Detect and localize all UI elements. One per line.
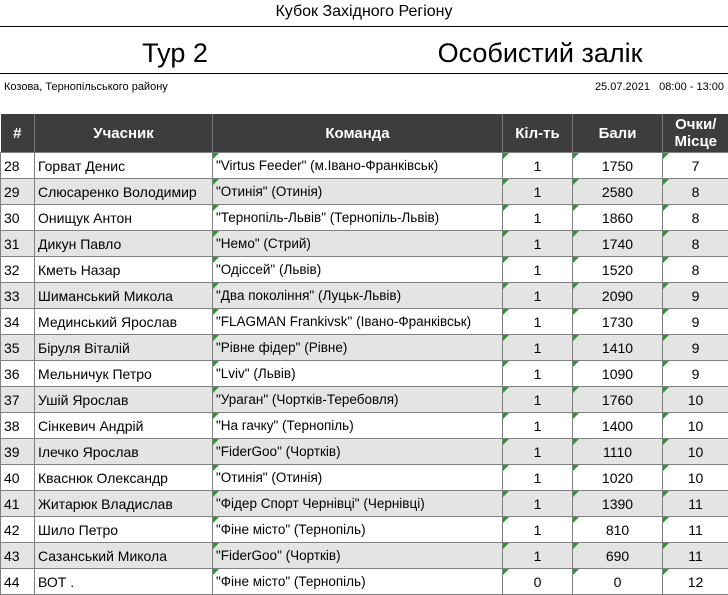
cell-number: 30 bbox=[1, 205, 35, 231]
cell-team: "Отинія" (Отинія) bbox=[213, 465, 503, 491]
cell-points: 810 bbox=[573, 517, 663, 543]
cell-participant: Ушій Ярослав bbox=[35, 387, 213, 413]
table-header-row bbox=[1, 114, 728, 153]
cell-participant: Горват Денис bbox=[35, 153, 213, 179]
cell-team: "Ураган" (Чортків-Теребовля) bbox=[213, 387, 503, 413]
location-text: Козова, Тернопільського району bbox=[4, 81, 168, 93]
cell-participant: Слюсаренко Володимир bbox=[35, 179, 213, 205]
cell-place: 10 bbox=[663, 413, 728, 439]
cell-participant: Кваснюк Олександр bbox=[35, 465, 213, 491]
cell-team: "FiderGoo" (Чортків) bbox=[213, 543, 503, 569]
cell-number: 35 bbox=[1, 335, 35, 361]
cell-team: "FiderGoo" (Чортків) bbox=[213, 439, 503, 465]
cell-place: 10 bbox=[663, 465, 728, 491]
cell-points: 2090 bbox=[573, 283, 663, 309]
cell-points: 1730 bbox=[573, 309, 663, 335]
table-row bbox=[1, 361, 728, 387]
cell-number: 36 bbox=[1, 361, 35, 387]
results-table bbox=[0, 114, 728, 595]
table-row bbox=[1, 205, 728, 231]
cell-quantity: 1 bbox=[503, 179, 573, 205]
table-row bbox=[1, 569, 728, 595]
cell-quantity: 1 bbox=[503, 257, 573, 283]
table-row bbox=[1, 335, 728, 361]
cell-quantity: 0 bbox=[503, 569, 573, 595]
cell-place: 7 bbox=[663, 153, 728, 179]
cell-number: 34 bbox=[1, 309, 35, 335]
table-row bbox=[1, 309, 728, 335]
cell-points: 1520 bbox=[573, 257, 663, 283]
cell-quantity: 1 bbox=[503, 283, 573, 309]
cell-points: 1410 bbox=[573, 335, 663, 361]
top-divider bbox=[0, 26, 728, 27]
cup-title: Кубок Західного Регіону bbox=[275, 3, 453, 20]
cell-quantity: 1 bbox=[503, 439, 573, 465]
cell-number: 44 bbox=[1, 569, 35, 595]
column-header-team: Команда bbox=[213, 114, 503, 153]
cell-team: "На гачку" (Тернопіль) bbox=[213, 413, 503, 439]
cell-participant: Мединський Ярослав bbox=[35, 309, 213, 335]
table-row bbox=[1, 257, 728, 283]
cell-place: 11 bbox=[663, 517, 728, 543]
cell-place: 9 bbox=[663, 361, 728, 387]
cell-team: "Фіне місто" (Тернопіль) bbox=[213, 517, 503, 543]
cell-participant: Біруля Віталій bbox=[35, 335, 213, 361]
column-header-place: Очки/ Місце bbox=[663, 114, 728, 153]
cell-number: 28 bbox=[1, 153, 35, 179]
cell-team: "Фіне місто" (Тернопіль) bbox=[213, 569, 503, 595]
cell-participant: Онищук Антон bbox=[35, 205, 213, 231]
cell-quantity: 1 bbox=[503, 387, 573, 413]
table-row bbox=[1, 543, 728, 569]
cell-team: "Lviv" (Львів) bbox=[213, 361, 503, 387]
cell-participant: Житарюк Владислав bbox=[35, 491, 213, 517]
cell-team: "Virtus Feeder" (м.Івано-Франківськ) bbox=[213, 153, 503, 179]
cell-participant: Мельничук Петро bbox=[35, 361, 213, 387]
cell-participant: Шило Петро bbox=[35, 517, 213, 543]
cell-quantity: 1 bbox=[503, 335, 573, 361]
cell-quantity: 1 bbox=[503, 491, 573, 517]
table-row bbox=[1, 231, 728, 257]
cell-team: "Фідер Спорт Чернівці" (Чернівці) bbox=[213, 491, 503, 517]
cell-participant: Кметь Назар bbox=[35, 257, 213, 283]
column-header-points: Бали bbox=[573, 114, 663, 153]
cell-points: 1760 bbox=[573, 387, 663, 413]
cell-team: "Рівне фідер" (Рівне) bbox=[213, 335, 503, 361]
cell-points: 2580 bbox=[573, 179, 663, 205]
table-row bbox=[1, 413, 728, 439]
table-row bbox=[1, 153, 728, 179]
cell-quantity: 1 bbox=[503, 309, 573, 335]
cell-participant: Сінкевич Андрій bbox=[35, 413, 213, 439]
cell-team: "Два покоління" (Луцьк-Львів) bbox=[213, 283, 503, 309]
cell-place: 8 bbox=[663, 257, 728, 283]
cell-place: 10 bbox=[663, 387, 728, 413]
cell-quantity: 1 bbox=[503, 361, 573, 387]
cell-place: 9 bbox=[663, 335, 728, 361]
cell-place: 9 bbox=[663, 283, 728, 309]
table-row bbox=[1, 283, 728, 309]
table-row bbox=[1, 387, 728, 413]
cell-quantity: 1 bbox=[503, 413, 573, 439]
cell-number: 38 bbox=[1, 413, 35, 439]
cell-points: 1110 bbox=[573, 439, 663, 465]
cell-participant: ВОТ . bbox=[35, 569, 213, 595]
cell-points: 1750 bbox=[573, 153, 663, 179]
cell-points: 1740 bbox=[573, 231, 663, 257]
date-time-text: 25.07.2021 08:00 - 13:00 bbox=[594, 81, 724, 93]
table-row bbox=[1, 179, 728, 205]
cell-place: 12 bbox=[663, 569, 728, 595]
cell-number: 39 bbox=[1, 439, 35, 465]
cell-number: 42 bbox=[1, 517, 35, 543]
cell-participant: Шиманський Микола bbox=[35, 283, 213, 309]
table-row bbox=[1, 439, 728, 465]
cell-quantity: 1 bbox=[503, 517, 573, 543]
cell-place: 11 bbox=[663, 543, 728, 569]
round-title: Тур 2 bbox=[142, 38, 208, 68]
cell-participant: Сазанський Микола bbox=[35, 543, 213, 569]
cell-team: "Тернопіль-Львів" (Тернопіль-Львів) bbox=[213, 205, 503, 231]
cell-points: 690 bbox=[573, 543, 663, 569]
cell-place: 8 bbox=[663, 231, 728, 257]
cell-quantity: 1 bbox=[503, 465, 573, 491]
cell-points: 1090 bbox=[573, 361, 663, 387]
cell-number: 32 bbox=[1, 257, 35, 283]
cell-points: 1020 bbox=[573, 465, 663, 491]
cell-team: "FLAGMAN Frankivsk" (Івано-Франківськ) bbox=[213, 309, 503, 335]
cell-place: 11 bbox=[663, 491, 728, 517]
cell-quantity: 1 bbox=[503, 205, 573, 231]
cell-number: 41 bbox=[1, 491, 35, 517]
cell-participant: Ілечко Ярослав bbox=[35, 439, 213, 465]
header-divider bbox=[0, 73, 728, 74]
table-body bbox=[1, 153, 728, 595]
column-header-number: # bbox=[1, 114, 35, 153]
cell-number: 29 bbox=[1, 179, 35, 205]
cell-points: 1400 bbox=[573, 413, 663, 439]
cell-number: 37 bbox=[1, 387, 35, 413]
cell-participant: Дикун Павло bbox=[35, 231, 213, 257]
table-row bbox=[1, 491, 728, 517]
column-header-participant: Учасник bbox=[35, 114, 213, 153]
cell-team: "Одіссей" (Львів) bbox=[213, 257, 503, 283]
event-title: Особистий залік bbox=[437, 38, 643, 68]
cell-place: 8 bbox=[663, 179, 728, 205]
cell-points: 1390 bbox=[573, 491, 663, 517]
cell-points: 1860 bbox=[573, 205, 663, 231]
table-row bbox=[1, 517, 728, 543]
column-header-quantity: Кіл-ть bbox=[503, 114, 573, 153]
cell-number: 31 bbox=[1, 231, 35, 257]
cell-number: 43 bbox=[1, 543, 35, 569]
cell-team: "Отинія" (Отинія) bbox=[213, 179, 503, 205]
cell-number: 40 bbox=[1, 465, 35, 491]
cell-quantity: 1 bbox=[503, 231, 573, 257]
cell-quantity: 1 bbox=[503, 153, 573, 179]
cell-place: 9 bbox=[663, 309, 728, 335]
cell-place: 8 bbox=[663, 205, 728, 231]
cell-team: "Немо" (Стрий) bbox=[213, 231, 503, 257]
table-row bbox=[1, 465, 728, 491]
cell-quantity: 1 bbox=[503, 543, 573, 569]
cell-place: 10 bbox=[663, 439, 728, 465]
cell-number: 33 bbox=[1, 283, 35, 309]
cell-points: 0 bbox=[573, 569, 663, 595]
